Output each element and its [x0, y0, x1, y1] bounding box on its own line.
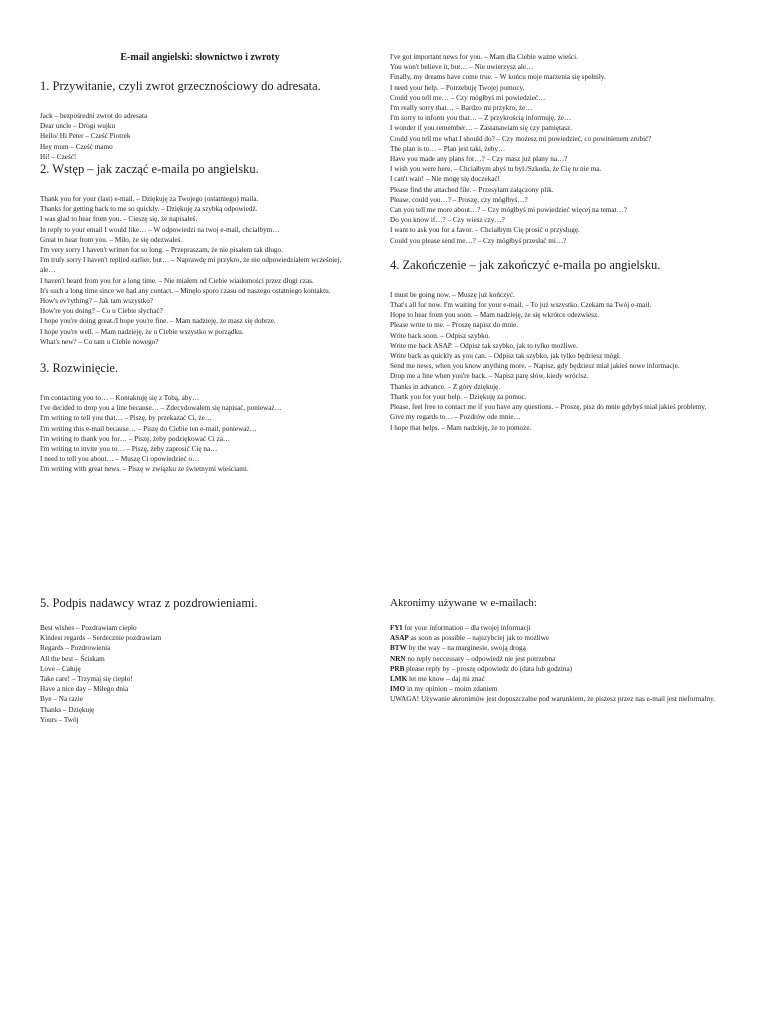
- signature-line: Regards – Pozdrowienia: [40, 644, 111, 653]
- acronyms-note: UWAGA! Używanie akronimów jest dopuszczalne pod warunkiem, że piszesz przez nas e-mail jest nieformalny.: [390, 695, 716, 704]
- closing-line: I must be going now. – Muszę już kończyć.: [390, 290, 515, 299]
- acronym-item: [390, 664, 730, 674]
- signature-line: Kindest regards – Serdecznie pozdrawiam: [40, 634, 162, 643]
- opening-line: Thank you for your (last) e-mail. – Dziękuję za Twojego (ostatniego) maila.: [40, 195, 259, 204]
- acronym-abbr: IMO: [390, 685, 406, 694]
- acronym-meaning: for your information – dla twojej informacji: [402, 624, 531, 632]
- opening-line: How're you doing? – Co u Ciebie słychać?: [40, 307, 163, 316]
- closing-line: Hope to hear from you soon. – Mam nadzieję, że się wkrótce odezwiesz.: [390, 311, 599, 320]
- section-1-heading: 1. Przywitanie, czyli zwrot grzecznościowy do adresata.: [40, 79, 321, 93]
- section-4-list: [390, 290, 730, 433]
- closing-line: Please, feel free to contact me if you have any questions. – Proszę, pisz do mnie gdybyś miał jakieś problemy.: [390, 403, 707, 412]
- body-line: I need to tell you about… – Muszę Ci opowiedzieć o…: [40, 455, 200, 464]
- body-line: I'm writing this e-mail because… – Piszę do Ciebie ten e-mail, ponieważ…: [40, 424, 257, 433]
- body-line: I'm really sorry that… – Bardzo mi przykro, że…: [390, 104, 533, 113]
- opening-line: I hope you're well. – Mam nadzieję, że u Ciebie wszystko w porządku.: [40, 327, 244, 336]
- body-line: I need your help. – Potrzebuję Twojej pomocy.: [390, 83, 525, 92]
- closing-line: Give my regards to… – Pozdrów ode mnie…: [390, 413, 521, 422]
- acronym-abbr: NRN: [390, 654, 406, 663]
- closing-line: Send me news, when you know anything more. – Napisz, gdy będziesz miał jakieś nowe informacje.: [390, 362, 680, 371]
- closing-line: Drop me a line when you're back. – Napisz parę słów, kiedy wrócisz.: [390, 372, 589, 381]
- section-2-list: [40, 194, 358, 347]
- body-line: I'm writing to thank you for… – Piszę, żeby podziękować Ci za…: [40, 434, 231, 443]
- section-3-list: [40, 393, 358, 475]
- closing-line: Write back as quickly as you can. – Odpisz tak szybko, jak tylko będziesz mógł.: [390, 352, 621, 361]
- acronym-abbr: ASAP: [390, 634, 409, 643]
- acronym-abbr: LMK: [390, 675, 408, 684]
- signature-line: Love – Całuję: [40, 664, 81, 673]
- right-column: [390, 52, 730, 433]
- closing-line: Thank you for your help. – Dziękuję za pomoc.: [390, 392, 527, 401]
- opening-line: Great to hear from you. – Miło, że się odezwałeś.: [40, 235, 183, 244]
- section-5-heading: 5. Podpis nadawcy wraz z pozdrowieniami.: [40, 596, 258, 610]
- acronyms-list: [390, 623, 730, 694]
- acronym-meaning: let me know – daj mi znać: [407, 675, 485, 684]
- body-line: Could you please send me…? – Czy mógłbyś przesłać mi…?: [390, 236, 567, 245]
- acronym-meaning: by the way – na marginesie, swoją drogą: [406, 644, 526, 653]
- opening-line: What's new? – Co tam u Ciebie nowego?: [40, 337, 159, 346]
- body-line: I wish you were here. – Chciałbym abyś tu był./Szkoda, że Cię tu nie ma.: [390, 165, 602, 174]
- section-3-heading: 3. Rozwinięcie.: [40, 361, 119, 376]
- body-line: I want to ask you for a favor. – Chciałbym Cię prosić o przysługę.: [390, 226, 580, 235]
- opening-line: I haven't heard from you for a long time. – Nie miałem od Ciebie wiadomości przez długi czas.: [40, 276, 314, 285]
- closing-line: Write me back ASAP. – Odpisz tak szybko, jak to tylko możliwe.: [390, 341, 578, 350]
- opening-line: I'm very sorry I haven't written for so long. – Przepraszam, że nie pisałem tak długo.: [40, 246, 283, 255]
- opening-line: Thanks for getting back to me so quickly. – Dziękuję za szybką odpowiedź.: [40, 205, 258, 214]
- left-column: [40, 52, 358, 475]
- signature-line: Take care! – Trzymaj się ciepło!: [40, 675, 133, 684]
- acronym-item: [390, 654, 730, 664]
- body-line: I can't wait! – Nie mogę się doczekać!: [390, 175, 501, 184]
- opening-line: In reply to your email I would like… – W odpowiedzi na twoj e-mail, chciałbym…: [40, 225, 280, 234]
- closing-line: Please write to me. – Proszę napisz do mnie.: [390, 321, 519, 330]
- opening-line: I was glad to hear from you. – Cieszę się, że napisałeś.: [40, 215, 198, 224]
- closing-line: Thanks in advance. – Z góry dziękuję.: [390, 382, 501, 391]
- body-line: I've got important news for you. – Mam dla Ciebie ważne wieści.: [390, 53, 578, 61]
- acronym-item: [390, 623, 730, 633]
- section-1-list: [40, 111, 358, 162]
- opening-line: I hope you're doing great./I hope you're fine. – Mam nadzieję, że masz się dobrze.: [40, 317, 276, 326]
- body-line: I'm writing to invite you to… – Piszę, żeby zaprosić Cię na…: [40, 445, 218, 454]
- signature-section: [40, 596, 358, 725]
- acronym-abbr: BTW: [390, 644, 407, 653]
- opening-line: How's ev'rything? – Jak tam wszystko?: [40, 297, 153, 306]
- greeting-line: Jack – bezpośredni zwrot do adresata: [40, 112, 148, 120]
- acronym-meaning: in my opinion – moim zdaniem: [405, 685, 498, 694]
- body-line: Could you tell me… – Czy mógłbyś mi powiedzieć…: [390, 93, 546, 102]
- body-line: I wonder if you remember… – Zastanawiam się czy pamiętasz.: [390, 124, 573, 133]
- body-line: I'm writing with great news. – Piszę w związku ze świetnymi wieściami.: [40, 465, 249, 474]
- section-3-continued-list: [390, 52, 730, 246]
- closing-line: Write back soon. – Odpisz szybko.: [390, 331, 491, 340]
- body-line: Please, could you…? – Proszę, czy mógłbyś…?: [390, 195, 528, 204]
- signature-line: Bye – Na razie: [40, 695, 83, 704]
- section-4-heading: 4. Zakończenie – jak zakończyć e-maila po angielsku.: [390, 257, 661, 272]
- acronym-item: [390, 643, 730, 653]
- section-5-list: [40, 623, 358, 725]
- body-line: I'm sorry to inform you that… – Z przykrością informuję, że…: [390, 114, 572, 123]
- body-line: You won't believe it, but… – Nie uwierzysz ale…: [390, 63, 534, 72]
- signature-line: Have a nice day – Miłego dnia: [40, 685, 129, 694]
- body-line: Please find the attached file. – Przesyłam załączony plik.: [390, 185, 554, 194]
- body-line: Do you know if…? – Czy wiesz czy…?: [390, 216, 505, 225]
- body-line: I'm writing to tell you that… – Piszę, by przekazać Ci, że…: [40, 414, 212, 423]
- opening-line: I'm truly sorry I haven't replied earlier, but… – Naprawdę mi przykro, że nie odpowiedziałem wcześniej, ale…: [40, 256, 342, 275]
- section-2-heading: 2. Wstęp – jak zacząć e-maila po angielsku.: [40, 162, 259, 177]
- body-line: The plan is to… – Plan jest taki, żeby…: [390, 144, 506, 153]
- signature-line: Thanks – Dziękuję: [40, 705, 95, 714]
- body-line: Have you made any plans for…? – Czy masz już plany na…?: [390, 155, 568, 164]
- greeting-line: Dear uncle – Drogi wujku: [40, 122, 116, 131]
- signature-line: Best wishes – Pozdrawiam ciepło: [40, 624, 137, 632]
- signature-line: All the best – Ściskam: [40, 654, 105, 663]
- body-line: I'm contacting you to… – Kontaktuję się z Tobą, aby…: [40, 394, 200, 403]
- body-line: Could you tell me what I should do? – Czy możesz mi powiedzieć, co powinienem zrobić?: [390, 134, 652, 143]
- acronym-item: [390, 633, 730, 643]
- acronym-meaning: as soon as possible – najszybciej jak to możliwe: [408, 634, 550, 643]
- opening-line: It's such a long time since we had any contact. – Minęło sporo czasu od naszego ostatniego kontaktu.: [40, 286, 331, 295]
- signature-line: Yours – Twój: [40, 715, 79, 724]
- body-line: Finally, my dreams have come true. – W końcu moje marzenia się spełniły.: [390, 73, 606, 82]
- greeting-line: Hello/ Hi Peter – Cześć Piotrek: [40, 132, 131, 141]
- acronym-item: [390, 684, 730, 694]
- acronyms-section: [390, 596, 730, 705]
- acronym-abbr: FYI: [390, 624, 403, 632]
- greeting-line: Hey mum – Cześć mamo: [40, 142, 113, 151]
- acronyms-heading: Akronimy używane w e-mailach:: [390, 597, 537, 609]
- closing-line: That's all for now. I'm waiting for your e-mail. – To już wszystko. Czekam na Twój e-mail.: [390, 301, 652, 310]
- closing-line: I hope that helps. – Mam nadzieję, że to pomoże.: [390, 423, 532, 432]
- body-line: Can you tell me more about…? – Czy mógłbyś mi powiedzieć więcej na temat…?: [390, 206, 627, 215]
- acronym-item: [390, 674, 730, 684]
- acronym-meaning: no reply neccessary – odpowiedź nie jest potrzebna: [405, 654, 556, 663]
- body-line: I've decided to drop you a line because… – Zdecydowałem się napisać, ponieważ…: [40, 404, 282, 413]
- acronym-meaning: please reply by – proszę odpowiedz do (data lub godzina): [404, 664, 573, 673]
- acronym-abbr: PRB: [390, 664, 405, 673]
- document-title: E-mail angielski: słownictwo i zwroty: [120, 52, 280, 63]
- greeting-line: Hi! – Cześć!: [40, 152, 77, 161]
